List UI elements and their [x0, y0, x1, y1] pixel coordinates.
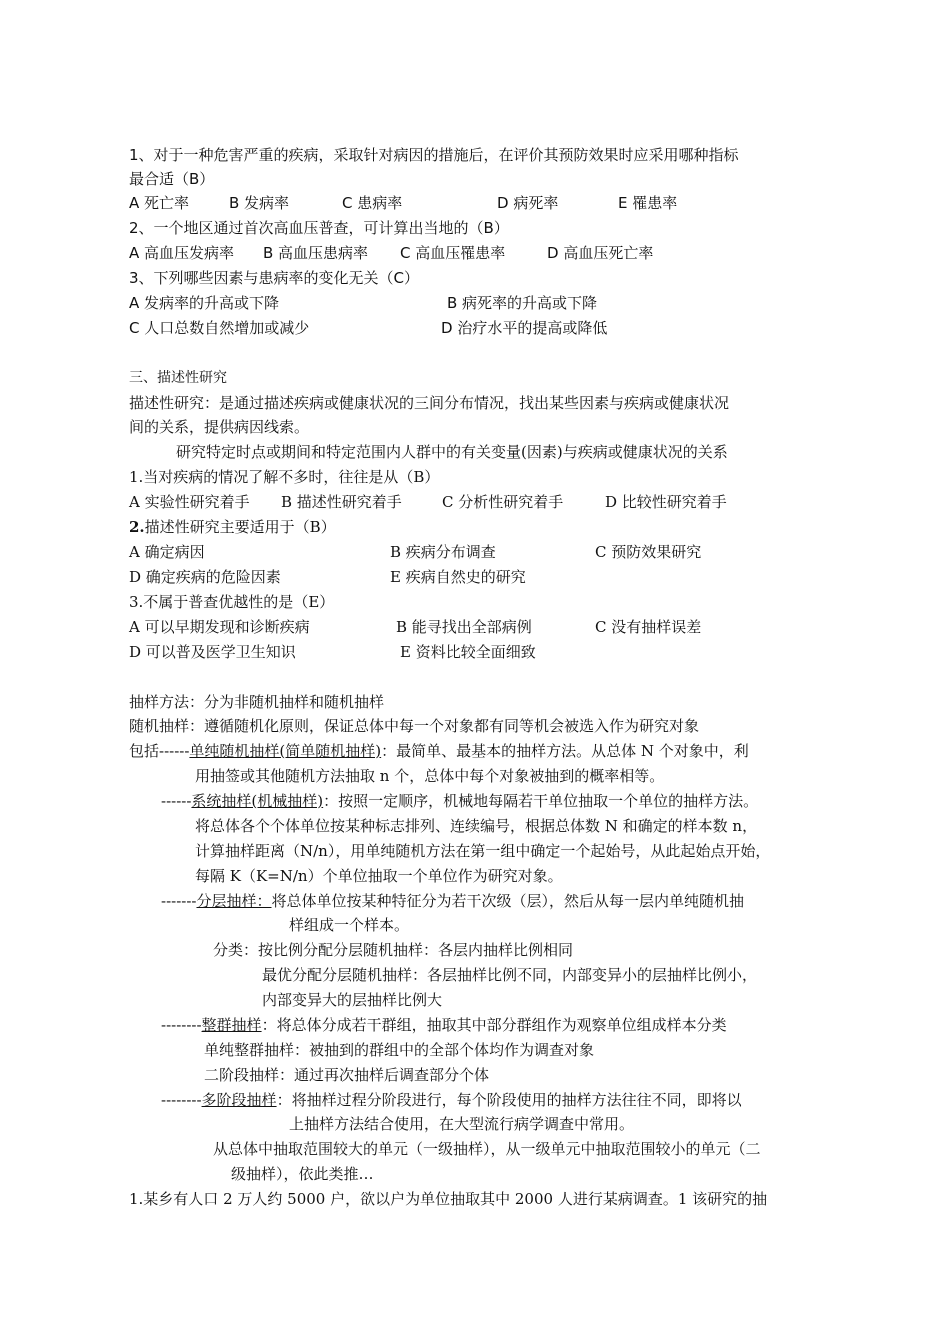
sq2-option-a: A 确定病因: [129, 543, 205, 561]
sq2-option-b: B 疾病分布调查: [390, 543, 496, 561]
definition-line1: 描述性研究：是通过描述疾病或健康状况的三间分布情况，找出某些因素与疾病或健康状况: [129, 394, 730, 412]
q2-option-b: B 高血压患病率: [263, 244, 369, 262]
sq1-option-c: C 分析性研究着手: [442, 493, 564, 511]
q1-option-c: C 患病率: [342, 194, 403, 212]
systematic-sampling-text3: 计算抽样距离（N/n），用单纯随机方法在第一组中确定一个起始号，从此起始点开始，: [195, 842, 771, 860]
systematic-sampling-term: 系统抽样(机械抽样): [191, 792, 324, 810]
sq3-option-b: B 能寻找出全部病例: [396, 618, 532, 636]
sq3-option-d: D 可以普及医学卫生知识: [129, 643, 296, 661]
systematic-sampling-text4: 每隔 K（K=N/n）个单位抽取一个单位作为研究对象。: [195, 867, 563, 885]
sq3-stem: 3.不属于普查优越性的是（E）: [129, 593, 335, 611]
q1-stem-line1: 1、对于一种危害严重的疾病，采取针对病因的措施后，在评价其预防效果时应采用哪种指标: [129, 146, 739, 164]
multistage-sampling-term: 多阶段抽样: [201, 1091, 277, 1109]
q3-stem: 3、下列哪些因素与患病率的变化无关（C）: [129, 269, 420, 287]
q1-option-a: A 死亡率: [129, 194, 190, 212]
classification-line2: 最优分配分层随机抽样：各层抽样比例不同，内部变异小的层抽样比例小，: [262, 966, 758, 984]
q1-options: [129, 193, 829, 213]
sampling-methods: 抽样方法：分为非随机抽样和随机抽样: [129, 693, 385, 711]
cluster-sampling-term: 整群抽样: [201, 1016, 262, 1034]
sq3-options-row2: [129, 642, 829, 662]
final-question: 1.某乡有人口 2 万人约 5000 户，欲以户为单位抽取其中 2000 人进行某病调查。1 该研究的抽: [129, 1190, 768, 1208]
q2-option-c: C 高血压罹患率: [400, 244, 506, 262]
cluster-prefix: --------: [161, 1016, 202, 1034]
q1-option-e: E 罹患率: [618, 194, 678, 212]
cluster-sampling-line2: 二阶段抽样：通过再次抽样后调查部分个体: [204, 1066, 490, 1084]
q3-option-c: C 人口总数自然增加或减少: [129, 319, 310, 337]
stratified-sampling-text2: 样组成一个样本。: [289, 916, 410, 934]
q3-option-b: B 病死率的升高或下降: [447, 294, 598, 312]
simple-prefix: 包括------: [129, 742, 190, 760]
q1-option-d: D 病死率: [497, 194, 559, 212]
cluster-sampling-text: ：将总体分成若干群组，抽取其中部分群组作为观察单位组成样本分类: [261, 1016, 727, 1034]
multistage-prefix: --------: [161, 1091, 202, 1109]
sq3-option-a: A 可以早期发现和诊断疾病: [129, 618, 310, 636]
sq2-stem: [129, 517, 336, 537]
q2-option-d: D 高血压死亡率: [547, 244, 654, 262]
systematic-prefix: ------: [161, 792, 192, 810]
sq1-options: [129, 492, 829, 512]
sq2-number: 2.: [129, 518, 145, 536]
q3-option-d: D 治疗水平的提高或降低: [441, 319, 608, 337]
definition-line3: 研究特定时点或期间和特定范围内人群中的有关变量(因素)与疾病或健康状况的关系: [176, 443, 728, 461]
stratified-sampling-text: 将总体单位按某种特征分为若干次级（层），然后从每一层内单纯随机抽: [271, 892, 745, 910]
stratified-prefix: -------: [161, 892, 197, 910]
sq2-options-row1: [129, 542, 829, 562]
sq1-option-b: B 描述性研究着手: [281, 493, 402, 511]
definition-line2: 间的关系，提供病因线索。: [129, 418, 310, 436]
sq2-options-row2: [129, 567, 829, 587]
q3-option-a: A 发病率的升高或下降: [129, 294, 280, 312]
cluster-sampling: [161, 1015, 727, 1035]
q1-option-b: B 发病率: [229, 194, 290, 212]
systematic-sampling: [161, 791, 758, 811]
simple-random-sampling-text: ：最简单、最基本的抽样方法。从总体 N 个对象中，利: [381, 742, 749, 760]
multistage-sampling-text4: 级抽样），依此类推…: [231, 1165, 374, 1183]
sq1-option-a: A 实验性研究着手: [129, 493, 250, 511]
stratified-sampling: [161, 891, 744, 911]
q2-options: [129, 243, 829, 263]
sq2-option-c: C 预防效果研究: [595, 543, 702, 561]
multistage-sampling: [161, 1090, 742, 1110]
sq2-stem-text: 描述性研究主要适用于（B）: [144, 518, 336, 536]
q2-option-a: A 高血压发病率: [129, 244, 235, 262]
classification-line1: 分类：按比例分配分层随机抽样：各层内抽样比例相同: [213, 941, 574, 959]
sq1-stem: 1.当对疾病的情况了解不多时，往往是从（B）: [129, 468, 440, 486]
q3-options-row1: [129, 293, 829, 313]
multistage-sampling-text: ：将抽样过程分阶段进行，每个阶段使用的抽样方法往往不同，即将以: [276, 1091, 742, 1109]
cluster-sampling-line1: 单纯整群抽样：被抽到的群组中的全部个体均作为调查对象: [204, 1041, 595, 1059]
stratified-sampling-term: 分层抽样：: [196, 892, 272, 910]
simple-random-sampling: [129, 741, 749, 761]
q3-options-row2: [129, 318, 829, 338]
sq2-option-e: E 疾病自然史的研究: [390, 568, 526, 586]
simple-random-sampling-term: 单纯随机抽样(简单随机抽样): [189, 742, 382, 760]
multistage-sampling-text2: 上抽样方法结合使用，在大型流行病学调查中常用。: [289, 1115, 635, 1133]
sq1-option-d: D 比较性研究着手: [605, 493, 727, 511]
sq2-option-d: D 确定疾病的危险因素: [129, 568, 281, 586]
sq3-option-c: C 没有抽样误差: [595, 618, 702, 636]
section-heading: 三、描述性研究: [129, 370, 227, 386]
sq3-options-row1: [129, 617, 829, 637]
random-sampling-definition: 随机抽样：遵循随机化原则，保证总体中每一个对象都有同等机会被选入作为研究对象: [129, 717, 700, 735]
classification-line3: 内部变异大的层抽样比例大: [262, 991, 443, 1009]
systematic-sampling-text: ：按照一定顺序，机械地每隔若干单位抽取一个单位的抽样方法。: [323, 792, 759, 810]
q1-stem-line2: 最合适（B）: [129, 170, 215, 188]
simple-random-sampling-text2: 用抽签或其他随机方法抽取 n 个，总体中每个对象被抽到的概率相等。: [195, 767, 665, 785]
systematic-sampling-text2: 将总体各个个体单位按某种标志排列、连续编号，根据总体数 N 和确定的样本数 n，: [195, 817, 758, 835]
multistage-sampling-text3: 从总体中抽取范围较大的单元（一级抽样），从一级单元中抽取范围较小的单元（二: [213, 1140, 761, 1158]
sq3-option-e: E 资料比较全面细致: [400, 643, 536, 661]
q2-stem: 2、一个地区通过首次高血压普查，可计算出当地的（B）: [129, 219, 509, 237]
